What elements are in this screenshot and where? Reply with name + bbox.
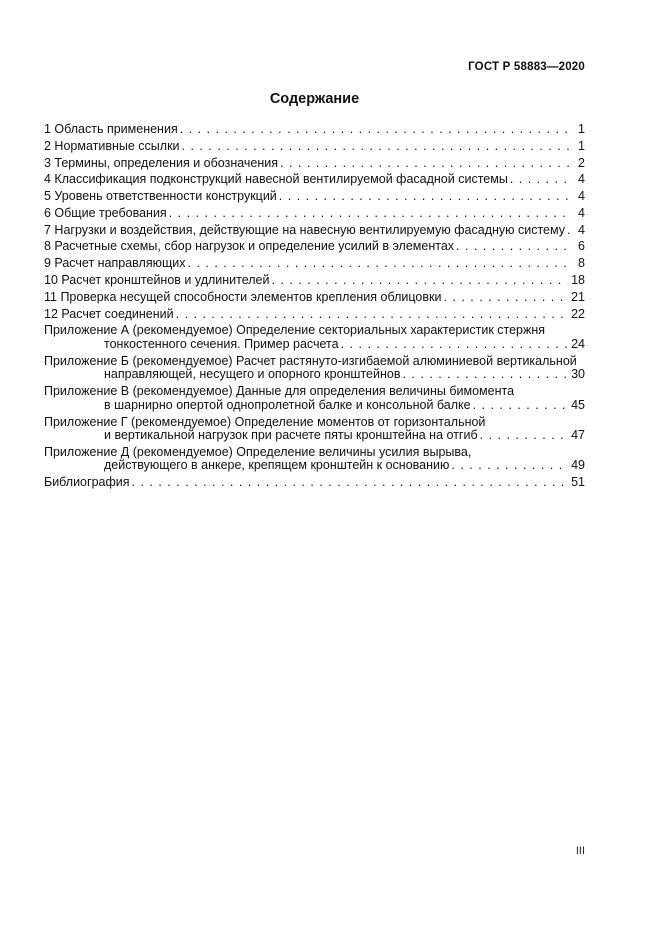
toc-entry-label: 11 Проверка несущей способности элементов крепления облицовки — [44, 289, 442, 304]
toc-entry-label: 2 Нормативные ссылки — [44, 138, 180, 153]
toc-entry-page: 8 — [578, 256, 585, 271]
toc-entry — [44, 190, 585, 204]
dot-leader — [182, 140, 572, 154]
dot-leader — [180, 123, 572, 137]
toc-entry — [44, 123, 585, 137]
toc-entry — [44, 173, 585, 187]
dot-leader — [280, 157, 572, 171]
toc-entry-page: 1 — [578, 138, 585, 153]
toc-entry-page: 4 — [578, 222, 585, 237]
toc-entry-label: Библиография — [44, 475, 130, 490]
toc-entry — [44, 240, 585, 254]
toc-entry-page: 4 — [578, 189, 585, 204]
toc-entry-label: 3 Термины, определения и обозначения — [44, 155, 279, 170]
toc-entry — [44, 476, 585, 490]
toc-entry-continuation: и вертикальной нагрузок при расчете пяты кронштейна на отгиб — [104, 428, 478, 443]
page-number: III — [575, 845, 585, 857]
toc-entry — [44, 157, 585, 171]
toc-entry-label: Приложение Д (рекомендуемое) Определение величины усилия вырыва, — [44, 444, 472, 459]
toc-entry-label: 9 Расчет направляющих — [44, 256, 186, 271]
toc-entry-label: Приложение А (рекомендуемое) Определение секториальных характеристик стержня — [44, 323, 546, 338]
dot-leader — [169, 207, 572, 221]
toc-entry-label: 4 Классификация подконструкций навесной вентилируемой фасадной системы — [44, 172, 508, 187]
toc-entry — [44, 324, 585, 351]
toc-entry-label: 10 Расчет кронштейнов и удлинителей — [44, 273, 270, 288]
toc-entry-label: Приложение В (рекомендуемое) Данные для определения величины бимомента — [44, 384, 515, 399]
toc-entry-label: 7 Нагрузки и воздействия, действующие на навесную вентилируемую фасадную систему — [44, 222, 565, 237]
toc-entry-label: 5 Уровень ответственности конструкций — [44, 189, 277, 204]
dot-leader — [188, 257, 573, 271]
toc-entry — [44, 257, 585, 271]
toc-entry-label: 1 Область применения — [44, 122, 178, 136]
dot-leader — [456, 240, 572, 254]
toc-entry-page: 30 — [571, 367, 585, 382]
toc-entry — [44, 140, 585, 154]
toc-entry-page: 22 — [571, 306, 585, 321]
toc-entry — [44, 291, 585, 305]
dot-leader — [341, 338, 568, 352]
dot-leader — [451, 459, 568, 473]
toc-entry-page: 47 — [571, 428, 585, 443]
toc-entry-page: 4 — [578, 172, 585, 187]
toc-entry-page: 2 — [578, 155, 585, 170]
dot-leader — [480, 429, 568, 443]
toc-entry-page: 49 — [571, 458, 585, 473]
dot-leader — [176, 308, 568, 322]
dot-leader — [473, 399, 569, 413]
toc-entry-continuation: тонкостенного сечения. Пример расчета — [104, 336, 339, 351]
toc-entry-continuation: действующего в анкере, крепящем кронштейн к основанию — [104, 458, 450, 473]
toc-entry-page: 51 — [571, 475, 585, 490]
dot-leader — [567, 224, 572, 238]
dot-leader — [279, 190, 572, 204]
toc-entry-continuation: направляющей, несущего и опорного кронштейнов — [104, 367, 401, 382]
toc-entry-label: 12 Расчет соединений — [44, 306, 174, 321]
toc-entry-page: 4 — [578, 205, 585, 220]
dot-leader — [402, 368, 568, 382]
toc-entry — [44, 446, 585, 473]
doc-code: ГОСТ Р 58883—2020 — [468, 61, 585, 73]
toc-entry — [44, 274, 585, 288]
toc-entry-page: 1 — [578, 122, 585, 136]
dot-leader — [132, 476, 569, 490]
dot-leader — [510, 173, 572, 187]
toc-entry-label: Приложение Б (рекомендуемое) Расчет растянуто-изгибаемой алюминиевой вертикальной — [44, 353, 577, 368]
toc-entry — [44, 224, 585, 238]
toc-entry — [44, 355, 585, 382]
toc-entry-page: 18 — [571, 273, 585, 288]
toc-entry — [44, 207, 585, 221]
toc-entry-page: 24 — [571, 336, 585, 351]
toc-entry-page: 21 — [571, 289, 585, 304]
toc-entry-page: 6 — [578, 239, 585, 254]
toc-entry-label: 8 Расчетные схемы, сбор нагрузок и определение усилий в элементах — [44, 239, 455, 254]
toc-entry-page: 45 — [571, 397, 585, 412]
toc-entry — [44, 416, 585, 443]
toc-entry-label: 6 Общие требования — [44, 205, 167, 220]
dot-leader — [272, 274, 569, 288]
toc-entry-continuation: в шарнирно опертой однопролетной балке и консольной балке — [104, 397, 471, 412]
toc-list — [44, 123, 585, 490]
toc-entry-label: Приложение Г (рекомендуемое) Определение моментов от горизонтальной — [44, 414, 486, 429]
toc-entry — [44, 308, 585, 322]
page-title: Содержание — [269, 91, 360, 107]
dot-leader — [443, 291, 568, 305]
toc-entry — [44, 385, 585, 412]
